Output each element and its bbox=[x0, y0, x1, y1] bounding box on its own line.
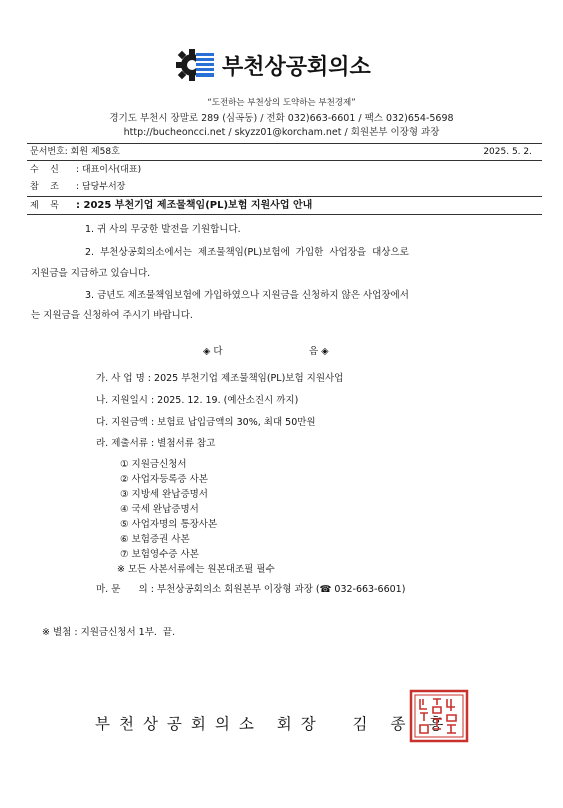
document-item: ⑦ 보험영수증 사본 bbox=[120, 549, 199, 560]
document-item: ① 지원금신청서 bbox=[120, 459, 187, 470]
header-divider bbox=[27, 143, 542, 144]
paragraph-3b: 는 지원금을 신청하여 주시기 바랍니다. bbox=[31, 310, 193, 321]
detail-item: 다. 지원금액 : 보험료 납입금액의 30%, 최대 50만원 bbox=[96, 417, 316, 428]
inquiry-line: 마. 문 의 : 부천상공회의소 회원본부 이장형 과장 (☎ 032-663-6601) bbox=[96, 584, 406, 595]
recipient-value: : 대표이사(대표) bbox=[76, 165, 142, 175]
doc-number-value: : 회원 제58호 bbox=[64, 147, 120, 157]
web-line: http://bucheoncci.net / skyzz01@korcham.net / 회원본부 이장형 과장 bbox=[123, 127, 440, 138]
org-logo bbox=[176, 46, 376, 84]
detail-item: 라. 제출서류 : 별첨서류 참고 bbox=[96, 438, 216, 449]
notice-left: ◈ 다 bbox=[203, 346, 223, 357]
doc-number-label: 문서번호 bbox=[30, 147, 65, 157]
detail-item: 가. 사 업 명 : 2025 부천기업 제조물책임(PL)보험 지원사업 bbox=[96, 373, 344, 384]
detail-item: 나. 지원일시 : 2025. 12. 19. (예산소진시 까지) bbox=[96, 395, 299, 406]
document-note: ※ 모든 사본서류에는 원본대조필 필수 bbox=[117, 564, 275, 575]
reference-row bbox=[30, 180, 540, 194]
recipient-row bbox=[30, 163, 540, 177]
reference-label: 참 조 bbox=[30, 182, 59, 192]
gear-logo-icon bbox=[176, 47, 216, 83]
document-item: ⑤ 사업자명의 통장사본 bbox=[120, 519, 218, 530]
meta-divider-2 bbox=[27, 196, 542, 197]
document-item: ③ 지방세 완납증명서 bbox=[120, 489, 208, 500]
subject-row bbox=[30, 199, 540, 213]
subject-value: : 2025 부천기업 제조물책임(PL)보험 지원사업 안내 bbox=[76, 200, 313, 211]
official-seal bbox=[409, 689, 469, 743]
document-item: ② 사업자등록증 사본 bbox=[120, 474, 208, 485]
meta-divider-3 bbox=[27, 214, 542, 215]
doc-date: 2025. 5. 2. bbox=[483, 147, 532, 157]
slogan: “도전하는 부천상의 도약하는 부천경제” bbox=[207, 98, 356, 108]
doc-number-row bbox=[30, 145, 540, 159]
address-line: 경기도 부천시 장말로 289 (심곡동) / 전화 032)663-6601 / 팩스 032)654-5698 bbox=[109, 113, 454, 124]
recipient-label: 수 신 bbox=[30, 165, 59, 175]
paragraph-2a: 2. 부천상공회의소에서는 제조물책임(PL)보험에 가입한 사업장을 대상으로 bbox=[85, 247, 409, 258]
document-item: ④ 국세 완납증명서 bbox=[120, 504, 199, 515]
paragraph-3a: 3. 금년도 제조물책임보험에 가입하였으나 지원금을 신청하지 않은 사업장에서 bbox=[85, 290, 409, 301]
paragraph-1: 1. 귀 사의 무궁한 발전을 기원합니다. bbox=[85, 224, 241, 235]
org-name: 부천상공회의소 bbox=[222, 54, 371, 80]
closing-signature: 부천상공회의소 회장 김 종 흥 bbox=[95, 715, 453, 733]
paragraph-2b: 지원금을 지급하고 있습니다. bbox=[31, 268, 151, 279]
attachment-line: ※ 별첨 : 지원금신청서 1부. 끝. bbox=[42, 627, 176, 638]
reference-value: : 담당부서장 bbox=[76, 182, 126, 192]
subject-label: 제 목 bbox=[30, 201, 59, 211]
notice-right: 음 ◈ bbox=[309, 346, 329, 357]
seal-stamp-icon bbox=[409, 689, 469, 743]
meta-divider-1 bbox=[27, 160, 542, 161]
document-item: ⑥ 보험증권 사본 bbox=[120, 534, 190, 545]
